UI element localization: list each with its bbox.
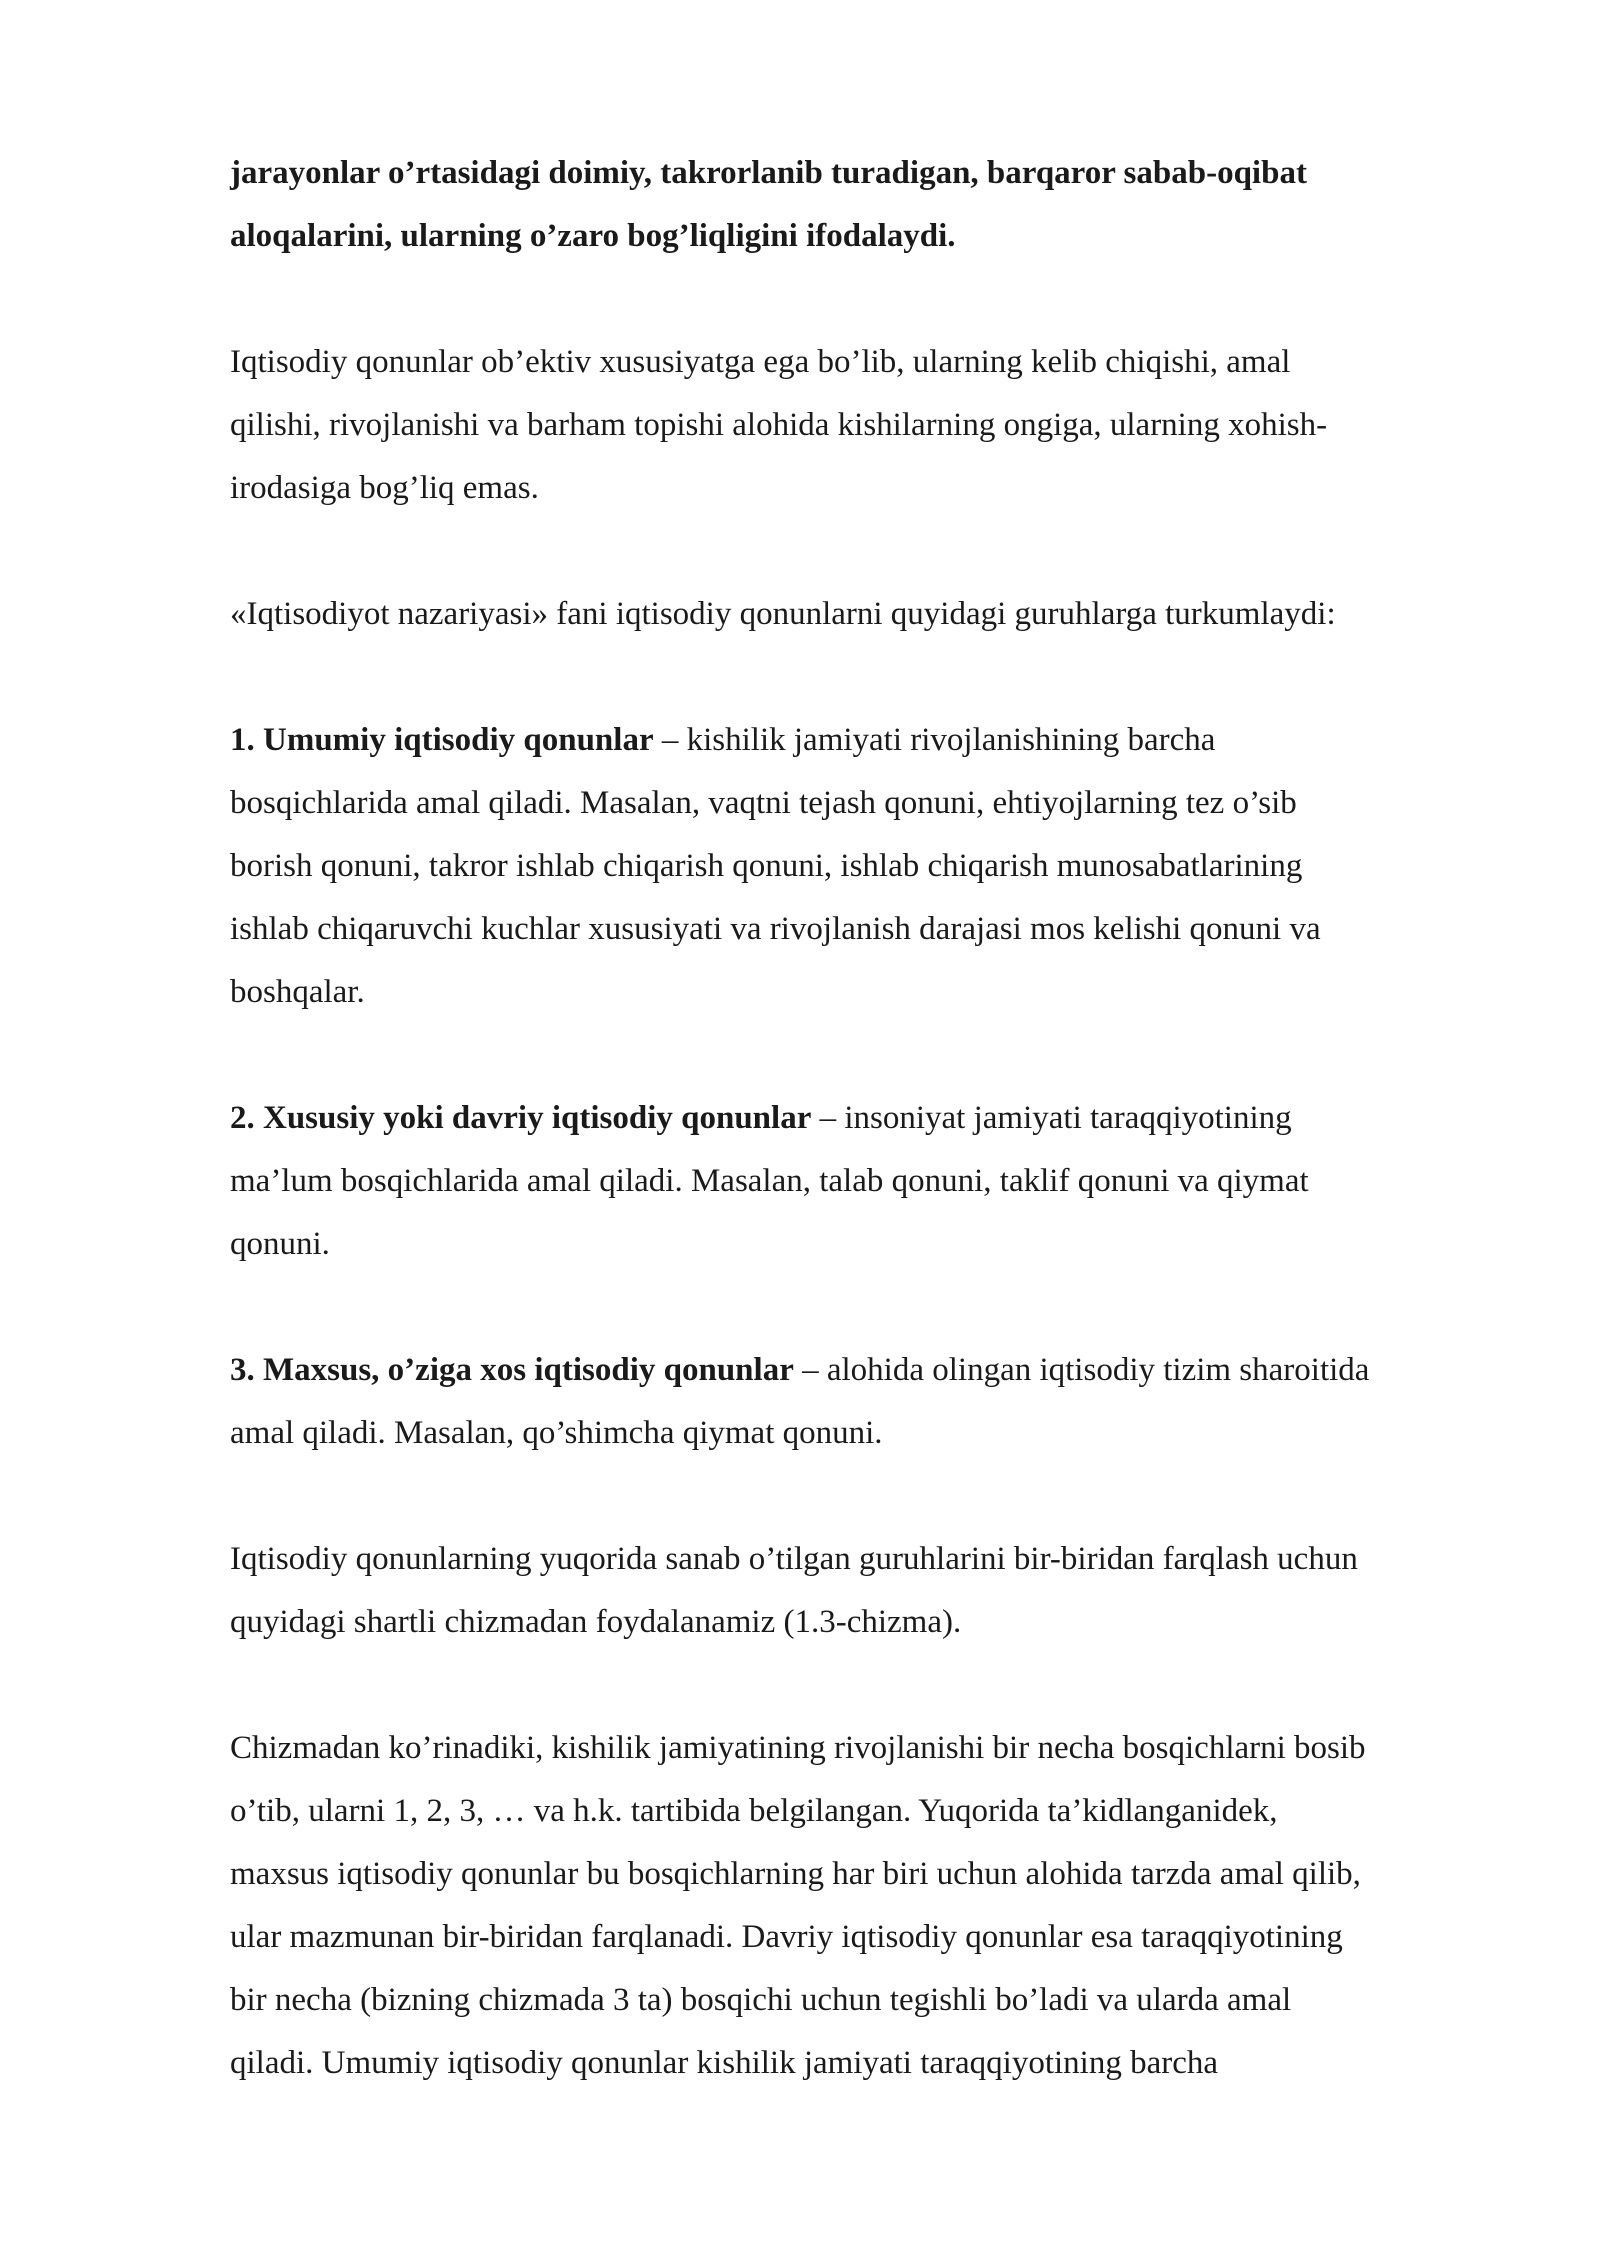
paragraph-objective-nature: [230, 331, 1490, 520]
text-line: Iqtisodiy qonunlarning yuqorida sanab o’tilgan guruhlarini bir-biridan farqlash uchun: [230, 1541, 1358, 1577]
text-line: qonuni.: [230, 1226, 330, 1262]
term-general-laws: 1. Umumiy iqtisodiy qonunlar: [230, 722, 654, 758]
text-line: [230, 1087, 1490, 1150]
text-line: amal qiladi. Masalan, qo’shimcha qiymat qonuni.: [230, 1415, 883, 1451]
text-fragment: – insoniyat jamiyati taraqqiyotining: [811, 1100, 1292, 1136]
text-line: ishlab chiqaruvchi kuchlar xususiyati va rivojlanish darajasi mos kelishi qonuni va: [230, 911, 1321, 947]
text-line: boshqalar.: [230, 974, 365, 1010]
text-line: jarayonlar o’rtasidagi doimiy, takrorlanib turadigan, barqaror sabab-oqibat: [230, 155, 1307, 191]
paragraph-general-laws: [230, 709, 1490, 1024]
text-line: maxsus iqtisodiy qonunlar bu bosqichlarning har biri uchun alohida tarzda amal qilib,: [230, 1856, 1361, 1892]
paragraph-classification-intro: [230, 583, 1490, 646]
paragraph-intro-continuation: [230, 142, 1490, 268]
text-line: «Iqtisodiyot nazariyasi» fani iqtisodiy qonunlarni quyidagi guruhlarga turkumlaydi:: [230, 596, 1336, 632]
text-line: bir necha (bizning chizmada 3 ta) bosqichi uchun tegishli bo’ladi va ularda amal: [230, 1982, 1292, 2018]
text-line: qilishi, rivojlanishi va barham topishi alohida kishilarning ongiga, ularning xohish-: [230, 407, 1328, 443]
text-line: borish qonuni, takror ishlab chiqarish qonuni, ishlab chiqarish munosabatlarining: [230, 848, 1303, 884]
paragraph-diagram-explanation: [230, 1717, 1490, 2095]
text-line: Iqtisodiy qonunlar ob’ektiv xususiyatga ega bo’lib, ularning kelib chiqishi, amal: [230, 344, 1291, 380]
term-specific-laws: 3. Maxsus, o’ziga xos iqtisodiy qonunlar: [230, 1352, 794, 1388]
text-line: o’tib, ularni 1, 2, 3, … va h.k. tartibida belgilangan. Yuqorida ta’kidlanganidek,: [230, 1793, 1278, 1829]
text-line: Chizmadan ko’rinadiki, kishilik jamiyatining rivojlanishi bir necha bosqichlarni bosib: [230, 1730, 1366, 1766]
text-line: [230, 709, 1490, 772]
text-line: quyidagi shartli chizmadan foydalanamiz (1.3-chizma).: [230, 1604, 962, 1640]
term-periodic-laws: 2. Xususiy yoki davriy iqtisodiy qonunlar: [230, 1100, 812, 1136]
text-line: ular mazmunan bir-biridan farqlanadi. Davriy iqtisodiy qonunlar esa taraqqiyotining: [230, 1919, 1343, 1955]
text-line: irodasiga bog’liq emas.: [230, 470, 539, 506]
document-body: [230, 142, 1490, 2158]
text-fragment: – alohida olingan iqtisodiy tizim sharoitida: [793, 1352, 1370, 1388]
text-line: ma’lum bosqichlarida amal qiladi. Masalan, talab qonuni, taklif qonuni va qiymat: [230, 1163, 1309, 1199]
text-line: qiladi. Umumiy iqtisodiy qonunlar kishilik jamiyati taraqqiyotining barcha: [230, 2045, 1219, 2081]
paragraph-specific-laws: [230, 1339, 1490, 1465]
text-line: bosqichlarida amal qiladi. Masalan, vaqtni tejash qonuni, ehtiyojlarning tez o’sib: [230, 785, 1297, 821]
text-line: [230, 1339, 1490, 1402]
paragraph-periodic-laws: [230, 1087, 1490, 1276]
text-line: aloqalarini, ularning o’zaro bog’liqligini ifodalaydi.: [230, 218, 956, 254]
text-fragment: – kishilik jamiyati rivojlanishining barcha: [653, 722, 1216, 758]
paragraph-diagram-reference: [230, 1528, 1490, 1654]
